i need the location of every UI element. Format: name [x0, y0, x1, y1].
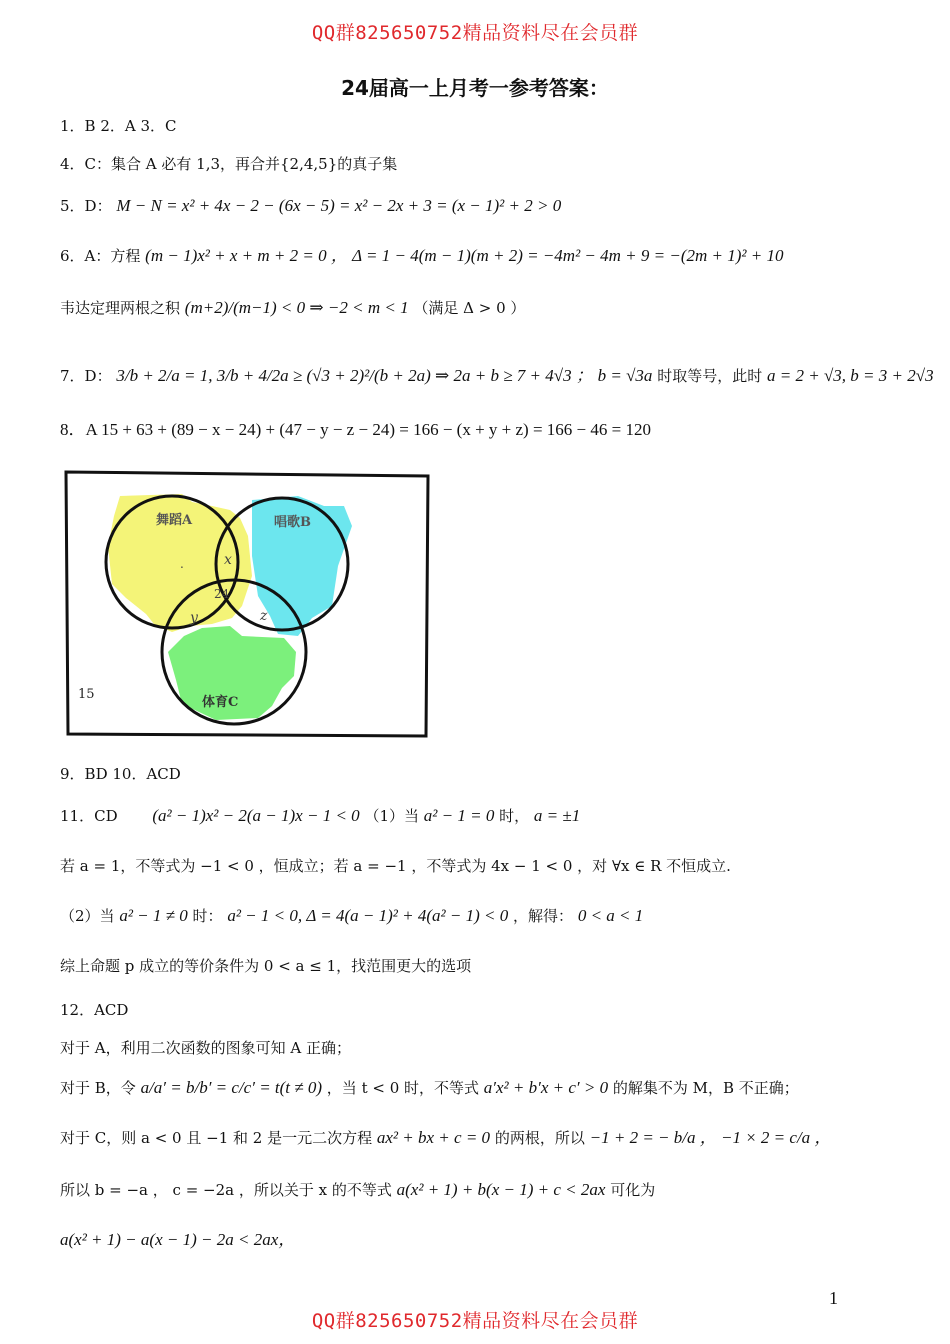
c-label: 对于 C，则 a < 0 且 −1 和 2 是一元二次方程: [60, 1129, 373, 1147]
c-roots: 的两根，所以: [494, 1129, 585, 1147]
answers-9-10: 9．BD 10．ACD: [60, 765, 181, 783]
case2-solve: ，解得：: [513, 907, 574, 925]
b-when: ，当 t < 0 时，不等式: [326, 1079, 480, 1097]
page-number: 1: [829, 1288, 838, 1308]
answer-4: 4．C：集合 A 必有 1,3，再合并{2,4,5}的真子集: [60, 155, 398, 173]
case2-formula: a² − 1 < 0, Δ = 4(a − 1)² + 4(a² − 1) < 0: [227, 906, 509, 925]
case2-cond: a² − 1 ≠ 0: [119, 906, 188, 925]
answer-12-c-simplified: a(x² + 1) − a(x − 1) − 2a < 2ax，: [60, 1230, 296, 1249]
answer-12-c: [60, 1128, 831, 1148]
answer-11-case1: （1）当: [364, 807, 419, 825]
answer-11-case2: [60, 906, 643, 926]
label-dance: 舞蹈A: [156, 513, 193, 528]
answer-7-text: 时取等号，此时: [657, 367, 763, 385]
answer-11-label: 11．CD: [60, 807, 118, 825]
answer-12: 12．ACD: [60, 1001, 129, 1019]
venn-diagram: [62, 466, 432, 738]
label-x: x: [224, 552, 232, 568]
c-equation: ax² + bx + c = 0: [376, 1128, 491, 1147]
case2-result: 0 < a < 1: [577, 906, 644, 925]
answer-5-formula: M − N = x² + 4x − 2 − (6x − 5) = x² − 2x + 3 = (x − 1)² + 2 > 0: [116, 196, 562, 215]
answer-5: [60, 196, 561, 216]
case2-when: 时：: [192, 907, 223, 925]
answer-11-value: a = ±1: [533, 806, 581, 825]
answer-12-b: [60, 1078, 799, 1098]
answer-7-values: a = 2 + √3, b = 3 + 2√3: [767, 366, 934, 385]
answer-12-a: 对于 A，利用二次函数的图象可知 A 正确；: [60, 1039, 351, 1057]
answer-7-label: 7．D：: [60, 367, 112, 385]
answer-7-equality: b = √3a: [597, 366, 653, 385]
label-center: 24: [214, 587, 230, 601]
label-singing: 唱歌B: [274, 515, 311, 530]
label-y: y: [190, 610, 198, 626]
answer-11-cond: a² − 1 = 0: [423, 806, 495, 825]
answer-11: [60, 806, 580, 826]
c-ineq: a(x² + 1) + b(x − 1) + c < 2ax: [396, 1180, 606, 1199]
answer-7: [60, 366, 934, 386]
c-so: 所以 b = −a ， c = −2a ，所以关于 x 的不等式: [60, 1181, 392, 1199]
c-rewrite: 可化为: [610, 1181, 656, 1199]
answers-1-3: 1．B 2．A 3．C: [60, 117, 177, 135]
answer-5-label: 5．D：: [60, 197, 112, 215]
center-dot: .: [180, 557, 184, 571]
watermark-top: QQ群825650752精品资料尽在会员群: [311, 22, 639, 44]
answer-12-c-cont: [60, 1180, 655, 1200]
answer-8: 8．A 15 + 63 + (89 − x − 24) + (47 − y − z − 24) = 166 − (x + y + z) = 166 − 46 = 120: [60, 420, 651, 439]
c-relations: −1 + 2 = − b/a ， −1 × 2 = c/a ，: [589, 1128, 832, 1147]
b-label: 对于 B，令: [60, 1079, 136, 1097]
answer-11-case1-detail: 若 a = 1，不等式为 −1 < 0 ，恒成立；若 a = −1 ，不等式为 4x − 1 < 0 ，对 ∀x ∈ R 不恒成立.: [60, 857, 731, 875]
label-outside: 15: [78, 687, 95, 702]
b-conclusion: 的解集不为 M，B 不正确；: [612, 1079, 799, 1097]
vieta-formula: (m+2)/(m−1) < 0 ⇒ −2 < m < 1: [184, 298, 409, 317]
answer-6: [60, 246, 783, 266]
b-ineq: a′x² + b′x + c′ > 0: [483, 1078, 609, 1097]
answer-6-vieta: [60, 298, 525, 318]
answer-7-formula: 3/b + 2/a = 1, 3/b + 4/2a ≥ (√3 + 2)²/(b + 2a) ⇒ 2a + b ≥ 7 + 4√3 ；: [116, 366, 593, 385]
b-ratio: a/a′ = b/b′ = c/c′ = t(t ≠ 0): [140, 1078, 323, 1097]
label-sports: 体育C: [202, 695, 239, 710]
answer-6-formula: (m − 1)x² + x + m + 2 = 0 ， Δ = 1 − 4(m − 1)(m + 2) = −4m² − 4m + 9 = −(2m + 1)² + 10: [145, 246, 784, 265]
answer-11-conclusion: 综上命题 p 成立的等价条件为 0 < a ≤ 1，找范围更大的选项: [60, 957, 472, 975]
label-z: z: [260, 608, 268, 624]
answer-11-when: 时，: [499, 807, 530, 825]
vieta-text: 韦达定理两根之积: [60, 299, 181, 317]
vieta-condition: （满足 Δ > 0 ）: [413, 299, 526, 317]
answer-11-ineq: (a² − 1)x² − 2(a − 1)x − 1 < 0: [152, 806, 360, 825]
case2-label: （2）当: [60, 907, 115, 925]
answer-6-label: 6．A：方程: [60, 247, 141, 265]
watermark-bottom: QQ群825650752精品资料尽在会员群: [311, 1310, 639, 1332]
page-title: 24届高一上月考一参考答案：: [341, 76, 609, 100]
